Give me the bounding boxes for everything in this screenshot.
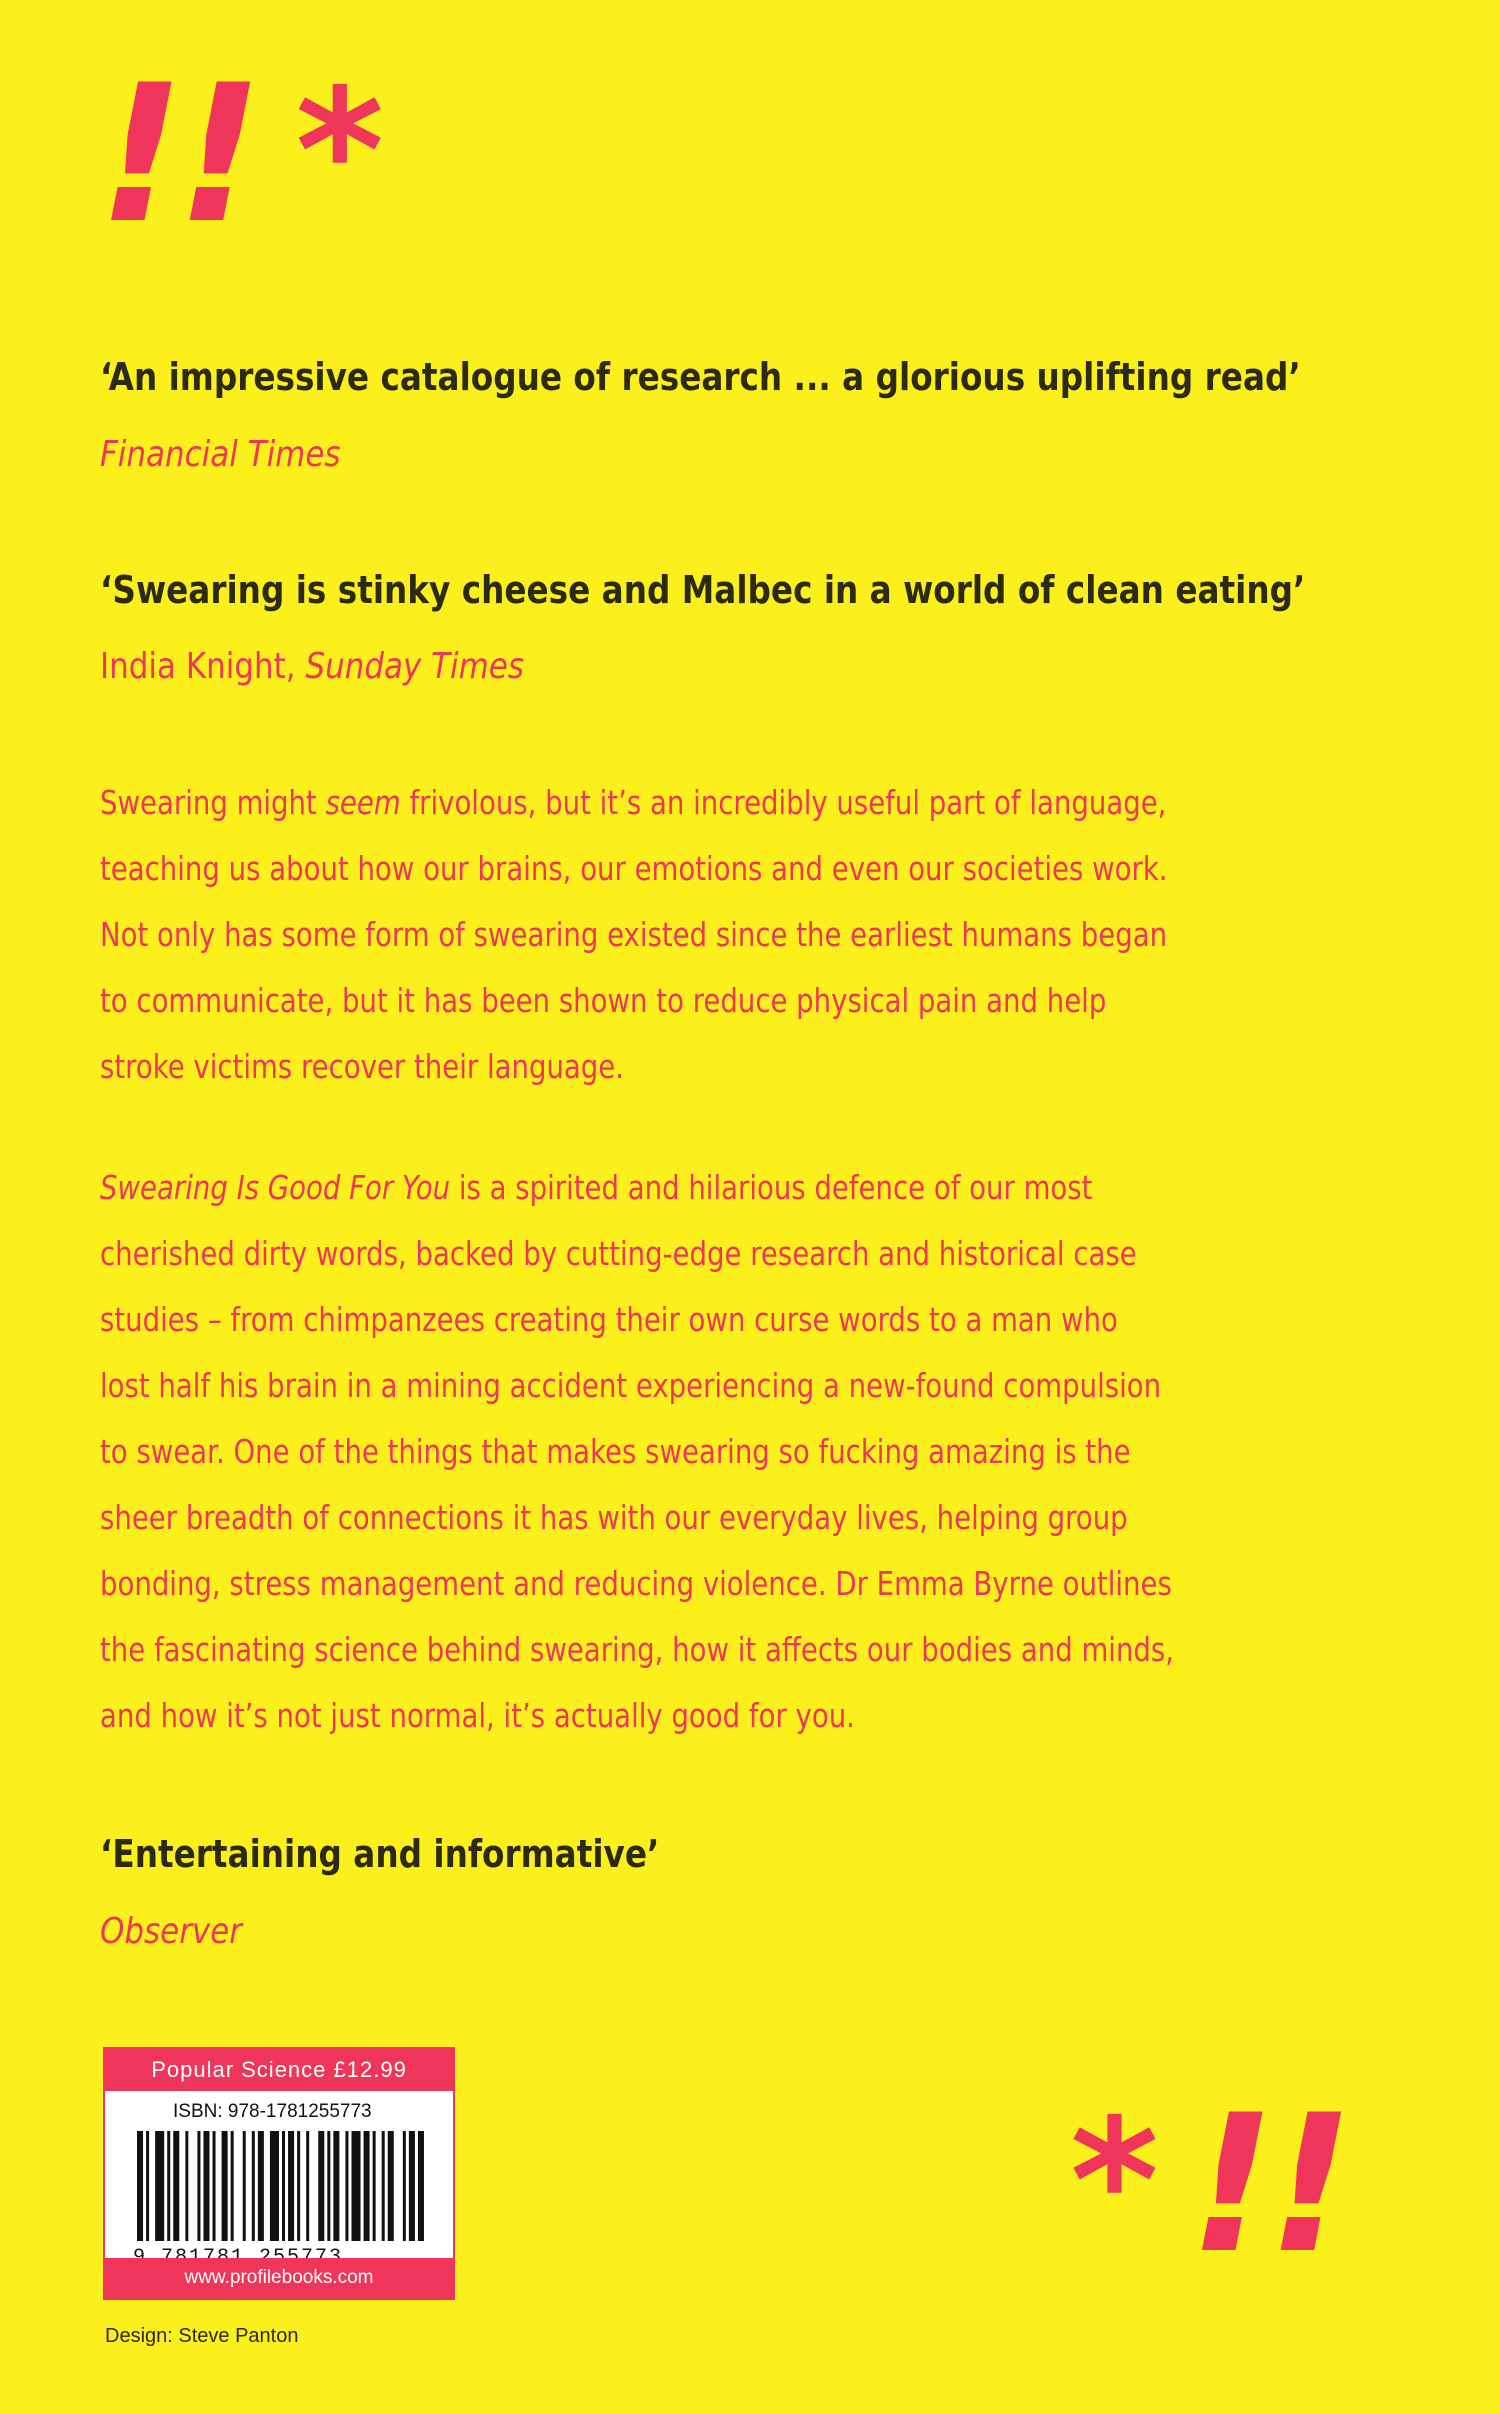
blurb-line: the fascinating science behind swearing, how it affects our bodies and minds, bbox=[100, 1630, 1175, 1669]
source-publication: Sunday Times bbox=[305, 646, 524, 687]
blurb-line: Not only has some form of swearing existed since the earliest humans began bbox=[100, 915, 1168, 954]
double-exclamation-glyph: !! bbox=[1188, 2074, 1347, 2295]
review-quote-2: ‘Swearing is stinky cheese and Malbec in a world of clean eating’ bbox=[100, 568, 1306, 612]
blurb-paragraph-2 bbox=[100, 1155, 1365, 1749]
blurb-line bbox=[100, 1155, 1156, 1221]
blurb-line: stroke victims recover their language. bbox=[100, 1047, 625, 1086]
book-title-text: Swearing Is Good For You bbox=[100, 1168, 451, 1207]
review-source-1 bbox=[100, 433, 341, 476]
asterisk-glyph: * bbox=[295, 53, 377, 251]
emphasis-text: seem bbox=[325, 783, 401, 822]
barcode-icon bbox=[137, 2131, 427, 2241]
category-price: Popular Science £12.99 bbox=[105, 2049, 453, 2091]
exclamation-asterisk-decoration-top bbox=[98, 44, 377, 265]
review-quote-1: ‘An impressive catalogue of research ... a glorious uplifting read’ bbox=[100, 355, 1301, 399]
publisher-url: www.profilebooks.com bbox=[105, 2258, 453, 2298]
source-publication: Observer bbox=[100, 1911, 243, 1952]
source-prefix: India Knight, bbox=[100, 646, 306, 687]
review-quote-3: ‘Entertaining and informative’ bbox=[100, 1832, 660, 1876]
design-credit: Design: Steve Panton bbox=[105, 2325, 299, 2347]
isbn-text: ISBN: 978-1781255773 bbox=[173, 2101, 372, 2122]
blurb-line: to communicate, but it has been shown to reduce physical pain and help bbox=[100, 981, 1107, 1020]
source-publication: Financial Times bbox=[100, 434, 341, 475]
blurb-line: teaching us about how our brains, our emotions and even our societies work. bbox=[100, 849, 1168, 888]
barcode-label bbox=[103, 2047, 455, 2300]
blurb-line: to swear. One of the things that makes swearing so fucking amazing is the bbox=[100, 1432, 1131, 1471]
exclamation-asterisk-decoration-bottom bbox=[1070, 2074, 1347, 2295]
blurb-line: bonding, stress management and reducing violence. Dr Emma Byrne outlines bbox=[100, 1564, 1172, 1603]
text-span: Swearing might bbox=[100, 783, 326, 822]
text-span: frivolous, but it’s an incredibly useful part of language, bbox=[400, 783, 1167, 822]
review-source-2 bbox=[100, 645, 524, 688]
blurb-line bbox=[100, 770, 1167, 836]
blurb-line: cherished dirty words, backed by cutting-edge research and historical case bbox=[100, 1234, 1137, 1273]
blurb-line: studies – from chimpanzees creating their own curse words to a man who bbox=[100, 1300, 1118, 1339]
blurb-paragraph-1 bbox=[100, 770, 1365, 1100]
asterisk-glyph: * bbox=[1070, 2083, 1159, 2281]
blurb-line: lost half his brain in a mining accident experiencing a new-found compulsion bbox=[100, 1366, 1162, 1405]
review-source-3 bbox=[100, 1910, 242, 1953]
blurb-line: sheer breadth of connections it has with our everyday lives, helping group bbox=[100, 1498, 1128, 1537]
double-exclamation-glyph: !! bbox=[98, 44, 256, 265]
blurb-line: and how it’s not just normal, it’s actually good for you. bbox=[100, 1696, 855, 1735]
text-span: is a spirited and hilarious defence of our most bbox=[450, 1168, 1093, 1207]
